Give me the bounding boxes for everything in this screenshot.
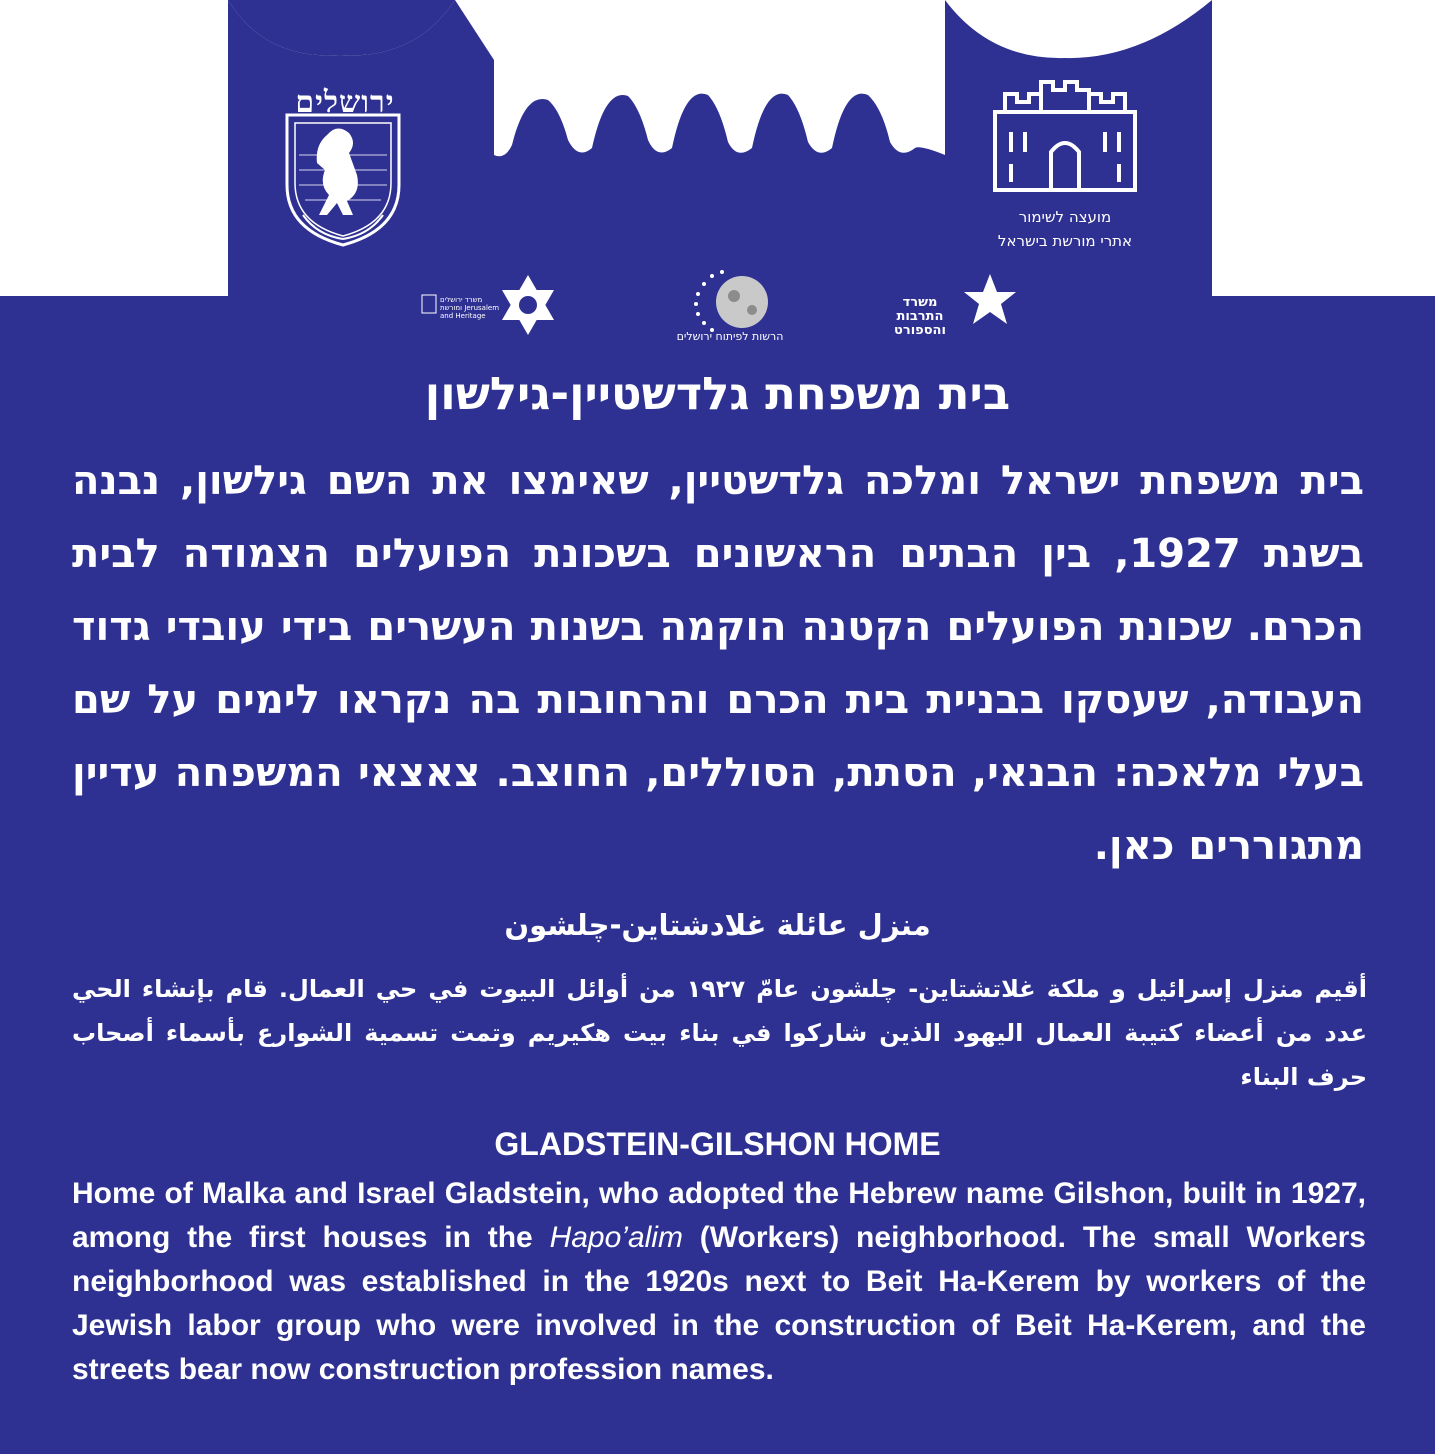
- heritage-council-line2: אתרי מורשת בישראל: [997, 232, 1133, 250]
- ministry-culture-line1: משרד: [902, 295, 938, 310]
- ministry-culture-text: [880, 296, 960, 338]
- english-body-part1: Home of Malka and Israel Gladstein, who adopted the Hebrew name Gilshon, built in 1927, among the first houses in the: [72, 1177, 1366, 1254]
- english-body: [72, 1172, 1366, 1392]
- arabic-body: أقيم منزل إسرائيل و ملكة غلاتشتاين- چلشون عامّ ١٩٢٧ من أوائل البيوت في حي العمال. قام بإنشاء الحي عدد من أعضاء كتيبة العمال اليهود الذين شاركوا في بناء بيت هكيريم وتمت تسمية الشوارع بأسماء أصحاب حرف البناء: [72, 975, 1368, 1091]
- ministry-heritage-line1: משרד ירושלים: [440, 296, 483, 304]
- ministry-heritage-line2: ומורשת Jerusalem: [440, 304, 500, 312]
- english-title: GLADSTEIN-GILSHON HOME: [494, 1126, 941, 1162]
- english-body-part2: (Workers) neighborhood. The small Workers neighborhood was established in the 1920s next to Beit Ha-Kerem by workers of the Jewish labor group who were involved in the construction of Beit Ha-Kerem, and the streets bear now construction profession names.: [72, 1221, 1366, 1386]
- development-authority-text: הרשות לפיתוח ירושלים: [676, 330, 784, 343]
- heritage-council-line1: מועצה לשימור: [1018, 208, 1112, 226]
- ministry-heritage-text: [440, 296, 510, 320]
- ministry-heritage-line3: and Heritage: [440, 312, 486, 320]
- jerusalem-emblem-title: ירושלים: [295, 85, 395, 120]
- hebrew-title: בית משפחת גלדשטיין-גילשון: [424, 367, 1011, 420]
- hebrew-body: בית משפחת ישראל ומלכה גלדשטיין, שאימצו את השם גילשון, נבנה בשנת 1927, בין הבתים הראשונים בשכונת הפועלים הצמודה לבית הכרם. שכונת הפועלים הקטנה הוקמה בשנות העשרים בידי עובדי גדוד העבודה, שעסקו בבניית בית הכרם והרחובות בה נקראו לימים על שם בעלי מלאכה: הבנאי, הסתת, הסוללים, החוצב. צאצאי המשפחה עדיין מתגוררים כאן.: [72, 458, 1364, 869]
- ministry-culture-line3: והספורט: [894, 323, 946, 338]
- english-body-italic: Hapo’alim: [549, 1221, 683, 1254]
- heritage-council-text: [940, 205, 1190, 253]
- arabic-title: منزل عائلة غلادشتاين-چلشون: [504, 908, 931, 942]
- ministry-culture-line2: התרבות: [896, 309, 944, 324]
